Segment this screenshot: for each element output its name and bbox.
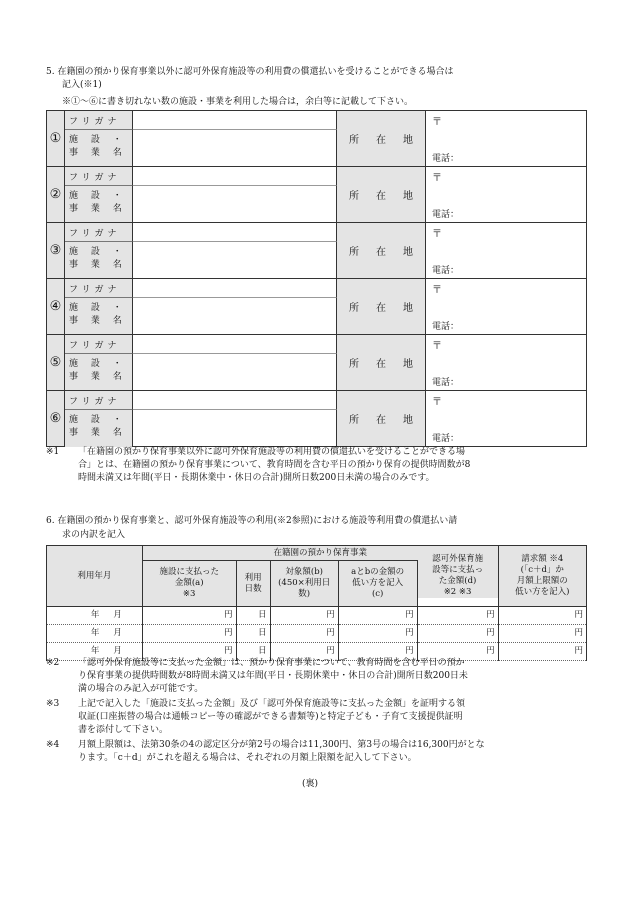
furigana-field[interactable]: [133, 111, 337, 130]
facility-name-label: 施 設 ・ 事 業 名: [65, 130, 133, 167]
facility-row: [46, 222, 587, 279]
note-line: 書を添付して下さい。: [78, 725, 169, 735]
furigana-label: フリガナ: [65, 167, 133, 186]
group-header-kindergarten: 在籍園の預かり保育事業: [142, 546, 498, 561]
facility-name-label: 施 設 ・ 事 業 名: [65, 242, 133, 279]
facility-name-label: 施 設 ・ 事 業 名: [65, 298, 133, 335]
facility-row-number: ⑤: [47, 335, 65, 390]
address-field[interactable]: [426, 279, 586, 334]
note-line: 上記で記入した「施設に支払った金額」及び「認可外保育施設等に支払った金額」を証明する領: [78, 699, 466, 709]
furigana-label: フリガナ: [65, 391, 133, 410]
postal-mark: 〒: [432, 285, 442, 296]
postal-mark: 〒: [432, 397, 442, 408]
footnote1-mark: ※1: [46, 447, 60, 457]
col-claim: 請求額 ※4 (「c＋d」か 月額上限額の 低い方を記入): [498, 546, 586, 607]
col-amount-d: 認可外保育施 設等に支払っ た金額(d) ※2 ※3: [417, 553, 498, 599]
facility-row-number: ①: [47, 111, 65, 166]
amount-b-field[interactable]: 円: [270, 625, 338, 643]
phone-label: 電話：: [432, 154, 460, 164]
address-label: 所 在 地: [337, 279, 426, 334]
facility-row: [46, 334, 587, 391]
facility-name-label: 施 設 ・ 事 業 名: [65, 410, 133, 447]
facility-name-field[interactable]: [133, 186, 337, 223]
address-field[interactable]: [426, 223, 586, 278]
facility-row-number: ⑥: [47, 391, 65, 446]
phone-label: 電話：: [432, 322, 460, 332]
facility-name-field[interactable]: [133, 242, 337, 279]
phone-label: 電話：: [432, 266, 460, 276]
facility-row: [46, 278, 587, 335]
days-field[interactable]: 日: [236, 643, 270, 661]
claim-amount-field[interactable]: 円: [498, 607, 586, 625]
address-label: 所 在 地: [337, 111, 426, 166]
footnote1-line2: 合」とは、在籍園の預かり保育事業について、教育時間を含む平日の預かり保育の提供時間数が8: [78, 460, 471, 470]
facility-row-number: ④: [47, 279, 65, 334]
phone-label: 電話：: [432, 210, 460, 220]
furigana-field[interactable]: [133, 391, 337, 410]
address-field[interactable]: [426, 335, 586, 390]
section6-heading-line1: 6. 在籍園の預かり保育事業と、認可外保育施設等の利用(※2参照)における施設等利用費の償還払い請: [46, 516, 458, 526]
postal-mark: 〒: [432, 229, 442, 240]
facility-row-number: ②: [47, 167, 65, 222]
facility-name-field[interactable]: [133, 354, 337, 391]
footnote1-line1: 「在籍園の預かり保育事業以外に認可外保育施設等の利用費の償還払いを受けることができる場: [78, 447, 466, 457]
section5-heading-line2: 記入(※1): [62, 80, 102, 90]
furigana-field[interactable]: [133, 279, 337, 298]
amount-d-field[interactable]: 円: [417, 643, 498, 661]
address-label: 所 在 地: [337, 391, 426, 446]
year-month-field[interactable]: 年 月: [47, 625, 143, 643]
address-field[interactable]: [426, 111, 586, 166]
amount-b-field[interactable]: 円: [270, 643, 338, 661]
amount-c-field[interactable]: 円: [338, 607, 417, 625]
year-month-field[interactable]: 年 月: [47, 607, 143, 625]
section5-note: ※①～⑥に書き切れない数の施設・事業を利用した場合は，余白等に記載して下さい。: [62, 97, 414, 107]
days-field[interactable]: 日: [236, 625, 270, 643]
amount-d-field[interactable]: 円: [417, 607, 498, 625]
furigana-label: フリガナ: [65, 111, 133, 130]
col-amount-b: 対象額(b) (450×利用日 数): [270, 561, 338, 607]
note-line: 月額上限額は、法第30条の4の認定区分が第2号の場合は11,300円、第3号の場合は16,300円がとな: [78, 740, 485, 750]
facility-row: [46, 390, 587, 447]
furigana-field[interactable]: [133, 335, 337, 354]
furigana-field[interactable]: [133, 167, 337, 186]
claim-row: [47, 625, 587, 643]
col-amount-c: aとbの金額の 低い方を記入 (c): [338, 561, 417, 607]
claim-row: [47, 607, 587, 625]
note-line: 満の場合のみ記入が可能です。: [78, 684, 204, 694]
postal-mark: 〒: [432, 341, 442, 352]
address-field[interactable]: [426, 391, 586, 446]
note-line: 「認可外保育施設等に支払った金額」は、預かり保育事業について、教育時間を含む平日の預か: [78, 658, 465, 668]
facility-name-field[interactable]: [133, 130, 337, 167]
note-line: 収証(口座振替の場合は通帳コピー等の確認ができる書類等)と特定子ども・子育て支援提供証明: [78, 712, 463, 722]
facility-row-number: ③: [47, 223, 65, 278]
note-mark: ※4: [46, 740, 60, 750]
note-line: り保育事業の提供時間数が8時間未満又は年間(平日・長期休業中・休日の合計)開所日数200日未: [78, 671, 468, 681]
col-days: 利用 日数: [236, 561, 270, 607]
claim-amount-field[interactable]: 円: [498, 625, 586, 643]
phone-label: 電話：: [432, 378, 460, 388]
note-line: ります。「c＋d」がこれを超える場合は、それぞれの月額上限額を記入して下さい。: [78, 753, 417, 763]
amount-b-field[interactable]: 円: [270, 607, 338, 625]
amount-c-field[interactable]: 円: [338, 625, 417, 643]
furigana-field[interactable]: [133, 223, 337, 242]
address-label: 所 在 地: [337, 223, 426, 278]
address-label: 所 在 地: [337, 335, 426, 390]
furigana-label: フリガナ: [65, 335, 133, 354]
col-year-month: 利用年月: [47, 546, 143, 607]
section6-heading-line2: 求の内訳を記入: [62, 530, 126, 540]
facility-name-field[interactable]: [133, 410, 337, 447]
furigana-label: フリガナ: [65, 223, 133, 242]
facility-name-label: 施 設 ・ 事 業 名: [65, 186, 133, 223]
year-month-field[interactable]: 年 月: [47, 643, 143, 661]
amount-a-field[interactable]: 円: [142, 625, 236, 643]
facility-name-label: 施 設 ・ 事 業 名: [65, 354, 133, 391]
claim-amount-field[interactable]: 円: [498, 643, 586, 661]
amount-a-field[interactable]: 円: [142, 607, 236, 625]
note-mark: ※3: [46, 699, 60, 709]
days-field[interactable]: 日: [236, 607, 270, 625]
postal-mark: 〒: [432, 173, 442, 184]
amount-a-field[interactable]: 円: [142, 643, 236, 661]
section5-heading-line1: 5. 在籍園の預かり保育事業以外に認可外保育施設等の利用費の償還払いを受けることができる場合は: [46, 67, 454, 77]
furigana-label: フリガナ: [65, 279, 133, 298]
phone-label: 電話：: [432, 434, 460, 444]
facility-row: [46, 166, 587, 223]
claim-table: [46, 545, 587, 661]
address-label: 所 在 地: [337, 167, 426, 222]
postal-mark: 〒: [432, 117, 442, 128]
facility-name-field[interactable]: [133, 298, 337, 335]
col-amount-a: 施設に支払った 金額(a) ※3: [142, 561, 236, 607]
note-mark: ※2: [46, 658, 60, 668]
address-field[interactable]: [426, 167, 586, 222]
page-footer: (裏): [302, 779, 319, 789]
footnote1-line3: 時間未満又は年間(平日・長期休業中・休日の合計)開所日数200日未満の場合のみです。: [78, 473, 435, 483]
amount-d-field[interactable]: 円: [417, 625, 498, 643]
amount-c-field[interactable]: 円: [338, 643, 417, 661]
facility-row: [46, 110, 587, 167]
